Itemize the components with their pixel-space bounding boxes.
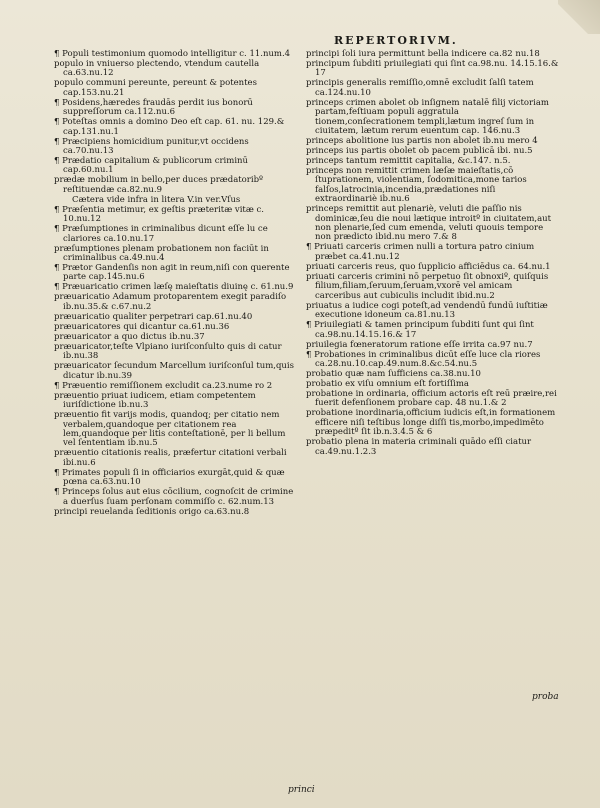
index-entry: populo in vniuerso plectendo, vtendum cautella ca.63.nu.12: [54, 59, 260, 79]
index-entry: præſumptiones plenam probationem non faciūt in criminalibus ca.49.nu.4: [54, 243, 269, 264]
index-entry: probatio quæ nam ſufficiens ca.38.nu.10: [306, 368, 481, 379]
index-entry: populo communi pereunte, pereunt & potentes cap.153.nu.21: [54, 78, 257, 98]
running-head: REPERTORIVM.: [334, 34, 458, 47]
index-entry: præuentio citationis realis, præfertur citationi verbali ibi.nu.6: [54, 448, 287, 468]
index-column-right: [306, 50, 560, 458]
index-entry: ¶ Præſentia metimur, ex geſtis præteritæ vitæ c. 10.nu.12: [54, 204, 264, 225]
page-corner-fold: [558, 0, 600, 34]
index-entry: priuati carceris crimini nō perpetuo ſit obnoxiº, quiſquis filium,filiam,ſeruum,ſeruam,vxorē vel amicam carceribus aut cubiculis includit ibid.nu.2: [306, 271, 549, 301]
index-entry: princeps abolitione ius partis non abolet ib.nu mero 4: [306, 136, 538, 147]
index-entry: ¶ Primates populi ſi in officiarios exurgāt,quid & quæ pœna ca.63.nu.10: [54, 467, 285, 488]
index-entry: ¶ Princeps ſolus aut eius cōcilium, cognoſcit de crimine a duerſus ſuam perſonam commiſſo c. 62.num.13: [54, 487, 294, 507]
index-entry: prædæ mobilium in bello,per duces prædatoribº reſtituendæ ca.82.nu.9: [54, 175, 264, 195]
index-entry: præuaricatio Adamum protoparentem exegit paradiſo ib.nu.35.& c.67.nu.2: [54, 292, 287, 312]
index-entry: ¶ Præcipiens homicidium punitur,vt occidens ca.70.nu.13: [54, 136, 249, 157]
index-entry: principis generalis remiſſio,omnē excludit ſalſi tatem ca.124.nu.10: [306, 78, 534, 98]
index-entry: probatione inordinaria,officium iudicis eſt,in formationem efficere niſi teſtibus longe diſſi tis,morbo,impedimēto præpeditº ſit ib.n.3.4.5 & 6: [306, 408, 556, 438]
index-entry: princeps non remittit crimen læſæ maieſtatis,cō ſtuprationem, violentiam, ſodomitica,mone tarios falſos,latrocinia,incendia,prædationes niſi extraordinariè ib.nu.6: [306, 166, 527, 205]
index-entry: priuatus a iudice cogi poteſt,ad vendendū fundū iuſtitiæ executione idoneum ca.81.nu.13: [306, 300, 548, 321]
index-entry: princeps crimen abolet ob inſignem natalē filij victoriam partam,feſtiuam populi aggratula tionem,conſecrationem templi,lætum ingreſ ſum in ciuitatem, lætum rerum euentum cap. 146.nu.3: [306, 97, 549, 137]
index-entry: ¶ Prætor Gandenſis non agit in reum,niſi con querente parte cap.145.nu.6: [54, 263, 290, 283]
index-entry: ¶ Præuentio remiſſionem excludit ca.23.nume ro 2: [54, 380, 273, 391]
index-entry: principum ſubditi priuilegiati qui ſint ca.98.nu. 14.15.16.& 17: [306, 59, 559, 79]
index-entry: ¶ Posidens,hæredes fraudās perdit ius bonorū suppreſſorum ca.112.nu.6: [54, 97, 253, 118]
index-entry: principi reuelanda ſeditionis origo ca.63.nu.8: [54, 506, 250, 517]
index-entry: præuentio fit varijs modis, quandoq; per citatio nem verbalem,quandoque per citationem rea lem,quandoque per litis conteſtationē, per li bellum vel ſententiam ib.nu.5: [54, 410, 286, 449]
index-entry: ¶ Priuilegiati & tamen principum ſubditi ſunt qui ſint ca.98.nu.14.15.16.& 17: [306, 320, 534, 340]
catchword-right: proba: [532, 692, 559, 702]
index-entry: ¶ Præuaricatio crimen læſę maieſtatis diuinę c. 61.nu.9: [54, 282, 294, 293]
index-entry: ¶ Præſumptiones in criminalibus dicunt eſſe lu ce clariores ca.10.nu.17: [54, 224, 268, 244]
index-entry: præuaricator,teſte Vlpiano iuriſconſulto quis di catur ib.nu.38: [54, 341, 282, 362]
index-entry: princeps remittit aut plenariè, veluti die paſſio nis dominicæ,ſeu die noui lætique introitº in ciuitatem,aut non plenarie,ſed cum emenda, veluti quouis tempore non prædicto ibid.nu mero 7.& 8: [306, 204, 552, 243]
index-entry: præuentio priuat iudicem, etiam competentem iuriſdictione ib.nu.3: [54, 390, 256, 411]
index-entry: ¶ Populi testimonium quomodo intelligitur c. 11.num.4: [54, 49, 291, 59]
index-entry: præuaricatores qui dicantur ca.61.nu.36: [54, 321, 230, 332]
index-entry: priuilegia fœneratorum ratione eſſe irrita ca.97 nu.7: [306, 339, 533, 350]
index-entry: ¶ Probationes in criminalibus dicūt eſſe luce cla riores ca.28.nu.10.cap.49.num.8.&c.54.nu.5: [306, 349, 541, 369]
index-entry: præuaricator ſecundum Marcellum iuriſconſul tum,quis dicatur ib.nu.39: [54, 361, 294, 381]
index-entry: ¶ Priuati carceris crimen nulli a tortura patro cinium præbet ca.41.nu.12: [306, 242, 535, 262]
index-entry: præuaricatio qualiter perpetrari cap.61.nu.40: [54, 311, 253, 322]
index-column-left: [54, 50, 300, 518]
index-entry: princeps ius partis obolet ob pacem publicā ibi. nu.5: [306, 146, 533, 157]
index-entry: principi ſoli iura permittunt bella indicere ca.82 nu.18: [306, 49, 540, 59]
index-entry: ¶ Prædatio capitalium & publicorum criminū cap.60.nu.1: [54, 156, 248, 176]
index-entry: probatione in ordinaria, officium actoris eſt reū præire,rei fuerit defenſionem probare cap. 48 nu.1.& 2: [306, 388, 557, 409]
index-entry: princeps tantum remittit capitalia, &c.147. n.5.: [306, 156, 511, 167]
index-entry: priuati carceris reus, quo ſupplicio afficiēdus ca. 64.nu.1: [306, 261, 551, 272]
index-entry: ¶ Poteſtas omnis a domino Deo eſt cap. 61. nu. 129.& cap.131.nu.1: [54, 117, 285, 137]
cross-reference-line: Cætera vide infra in litera V.in ver.Vſus: [72, 194, 241, 205]
index-entry: probatio ex viſu omnium eſt fortiſſima: [306, 378, 469, 389]
index-entry: probatio plena in materia criminali quādo eſſi ciatur ca.49.nu.1.2.3: [306, 437, 532, 457]
catchword-left: princi: [288, 785, 315, 795]
index-entry: præuaricator a quo dictus ib.nu.37: [54, 331, 205, 342]
